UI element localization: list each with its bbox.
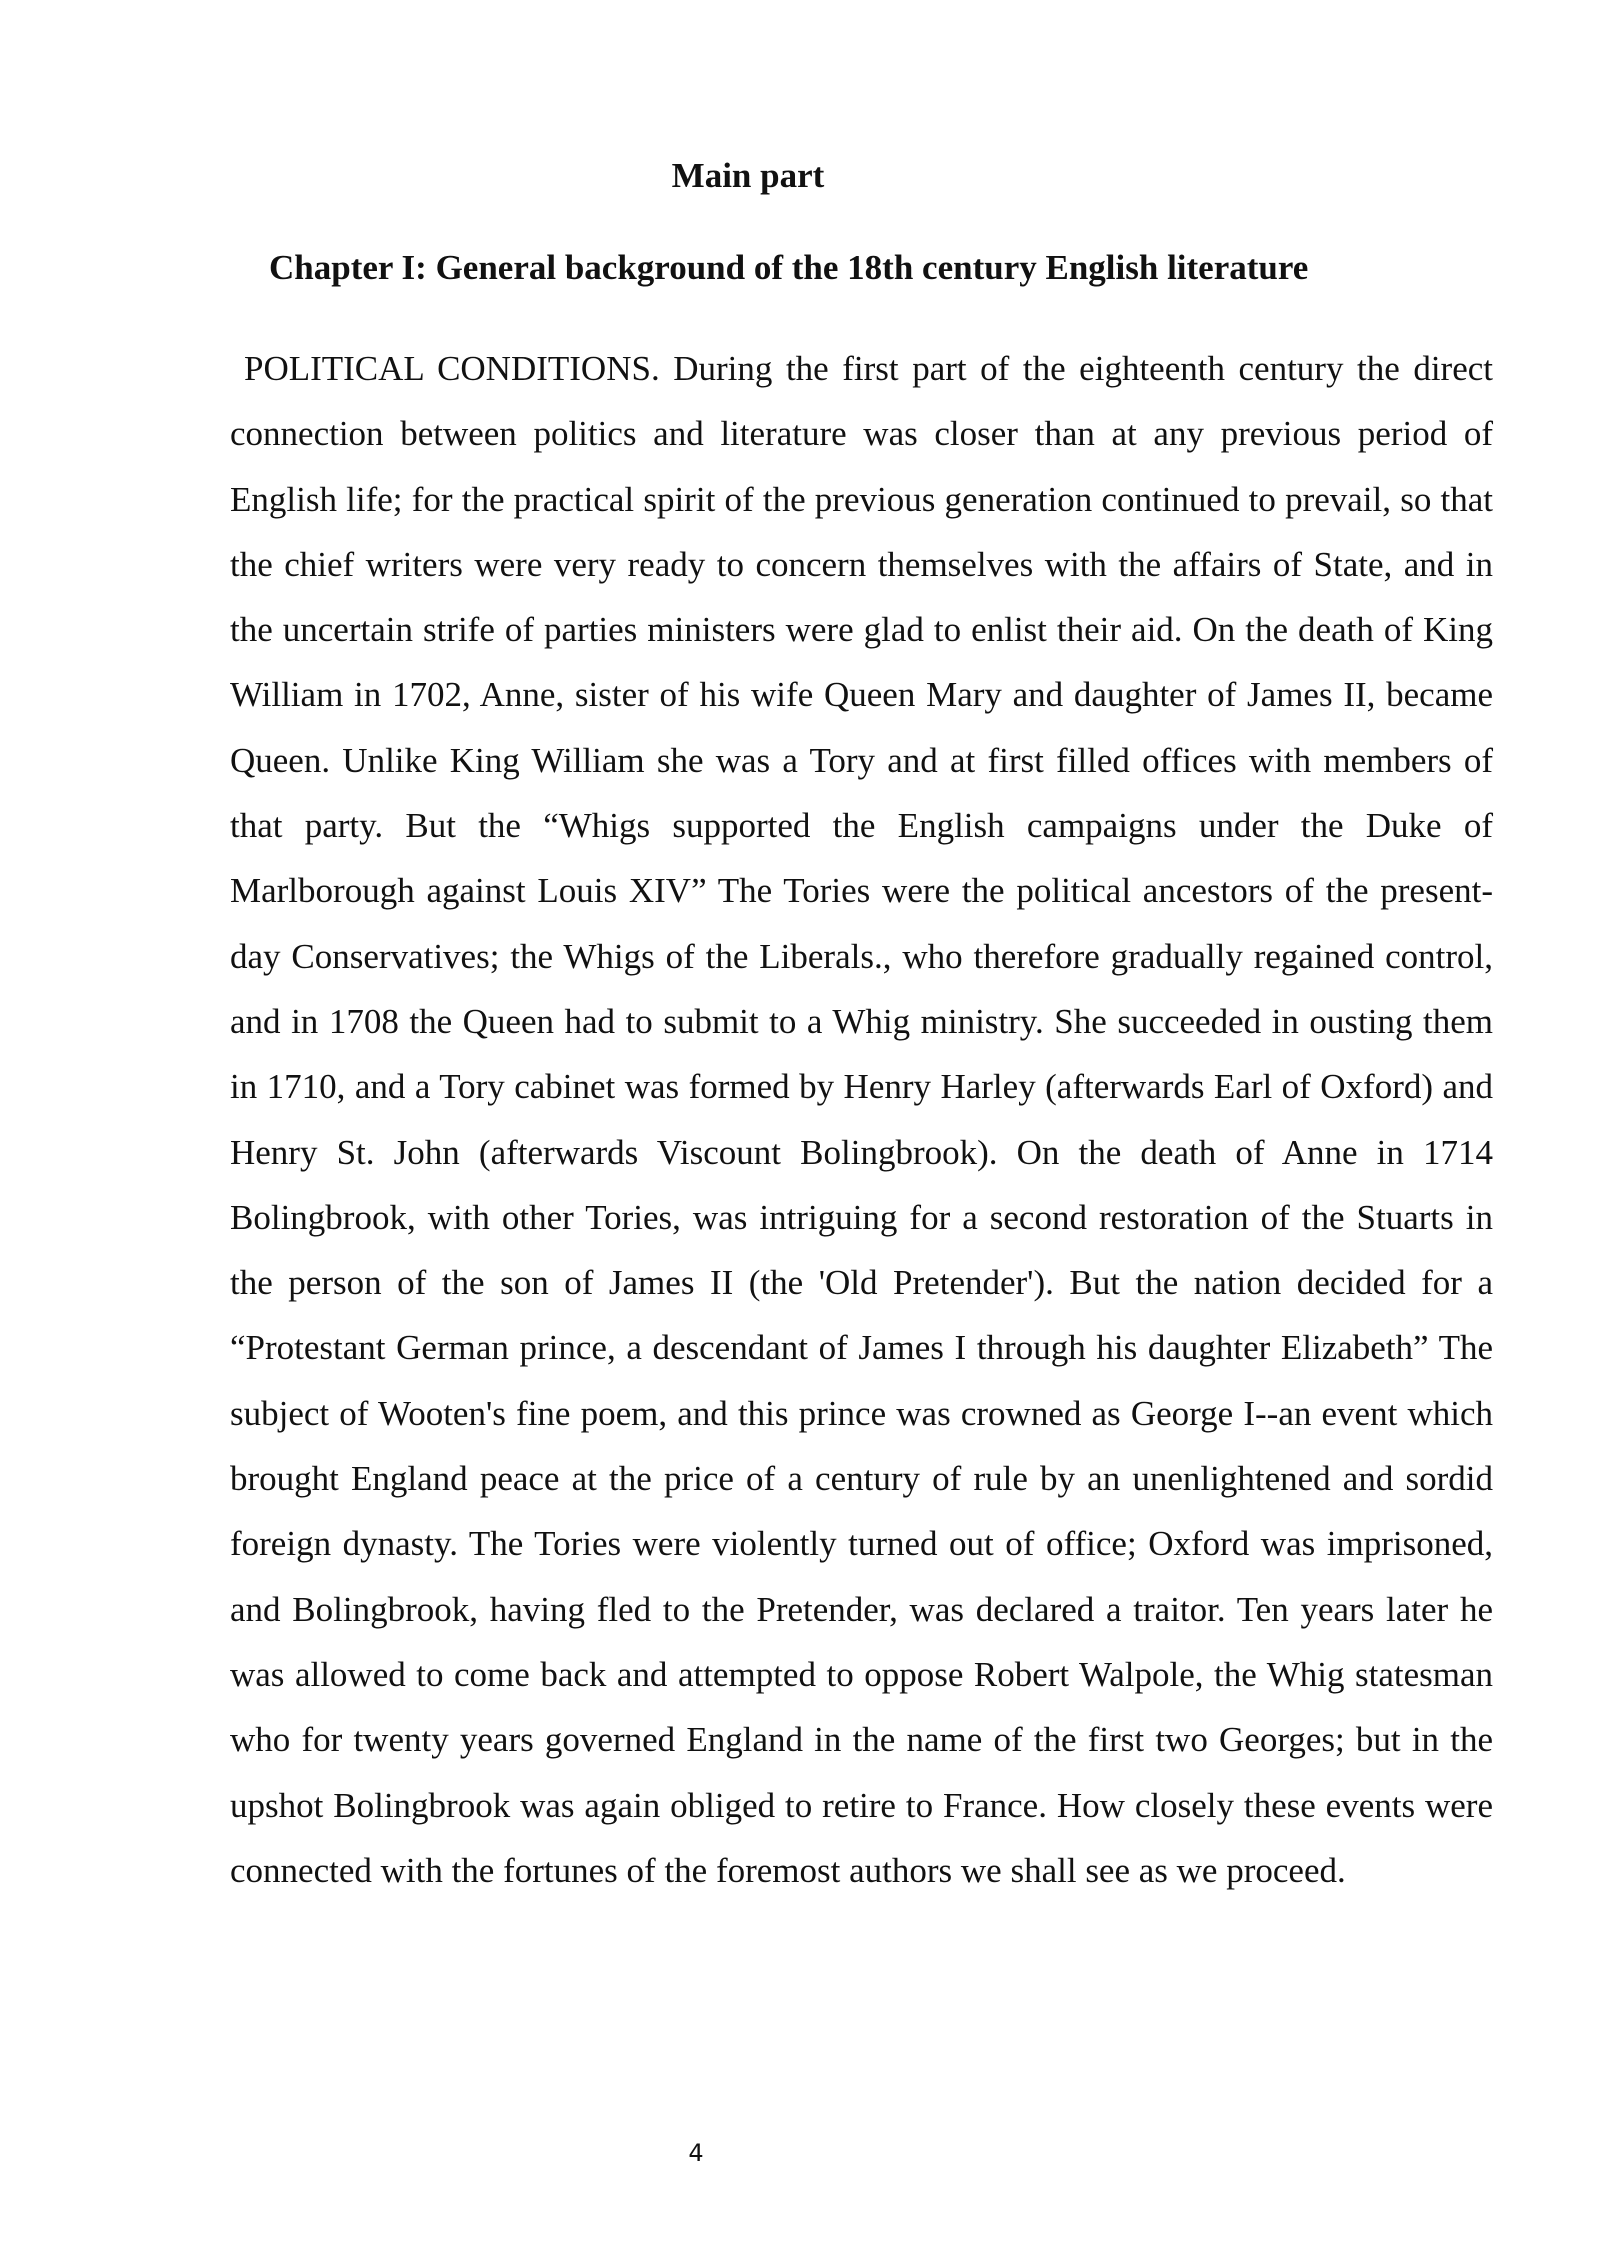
body-paragraph: POLITICAL CONDITIONS. During the first part of the eighteenth century the direct connection between politics and literature was closer than at any previous period of English life; for the practical spirit of the previous generation continued to prevail, so that the chief writers were very ready to concern themselves with the affairs of State, and in the uncertain strife of parties ministers were glad to enlist their aid. On the death of King William in 1702, Anne, sister of his wife Queen Mary and daughter of James II, became Queen. Unlike King William she was a Tory and at first filled offices with members of that party. But the “Whigs supported the English campaigns under the Duke of Marlborough against Louis XIV” The Tories were the political ancestors of the present-day Conservatives; the Whigs of the Liberals., who therefore gradually regained control, and in 1708 the Queen had to submit to a Whig ministry. She succeeded in ousting them in 1710, and a Tory cabinet was formed by Henry Harley (afterwards Earl of Oxford) and Henry St. John (afterwards Viscount Bolingbrook). On the death of Anne in 1714 Bolingbrook, with other Tories, was intriguing for a second restoration of the Stuarts in the person of the son of James II (the 'Old Pretender'). But the nation decided for a “Protestant German prince, a descendant of James I through his daughter Elizabeth” The subject of Wooten's fine poem, and this prince was crowned as George I--an event which brought England peace at the price of a century of rule by an unenlightened and sordid foreign dynasty. The Tories were violently turned out of office; Oxford was imprisoned, and Bolingbrook, having fled to the Pretender, was declared a traitor. Ten years later he was allowed to come back and attempted to oppose Robert Walpole, the Whig statesman who for twenty years governed England in the name of the first two Georges; but in the upshot Bolingbrook was again obliged to retire to France. How closely these events were connected with the fortunes of the foremost authors we shall see as we proceed. (230, 349, 1493, 1890)
main-heading: Main part (671, 156, 825, 195)
chapter-heading: Chapter I: General background of the 18th century English literature (269, 248, 1309, 287)
page-number: 4 (688, 2139, 704, 2167)
